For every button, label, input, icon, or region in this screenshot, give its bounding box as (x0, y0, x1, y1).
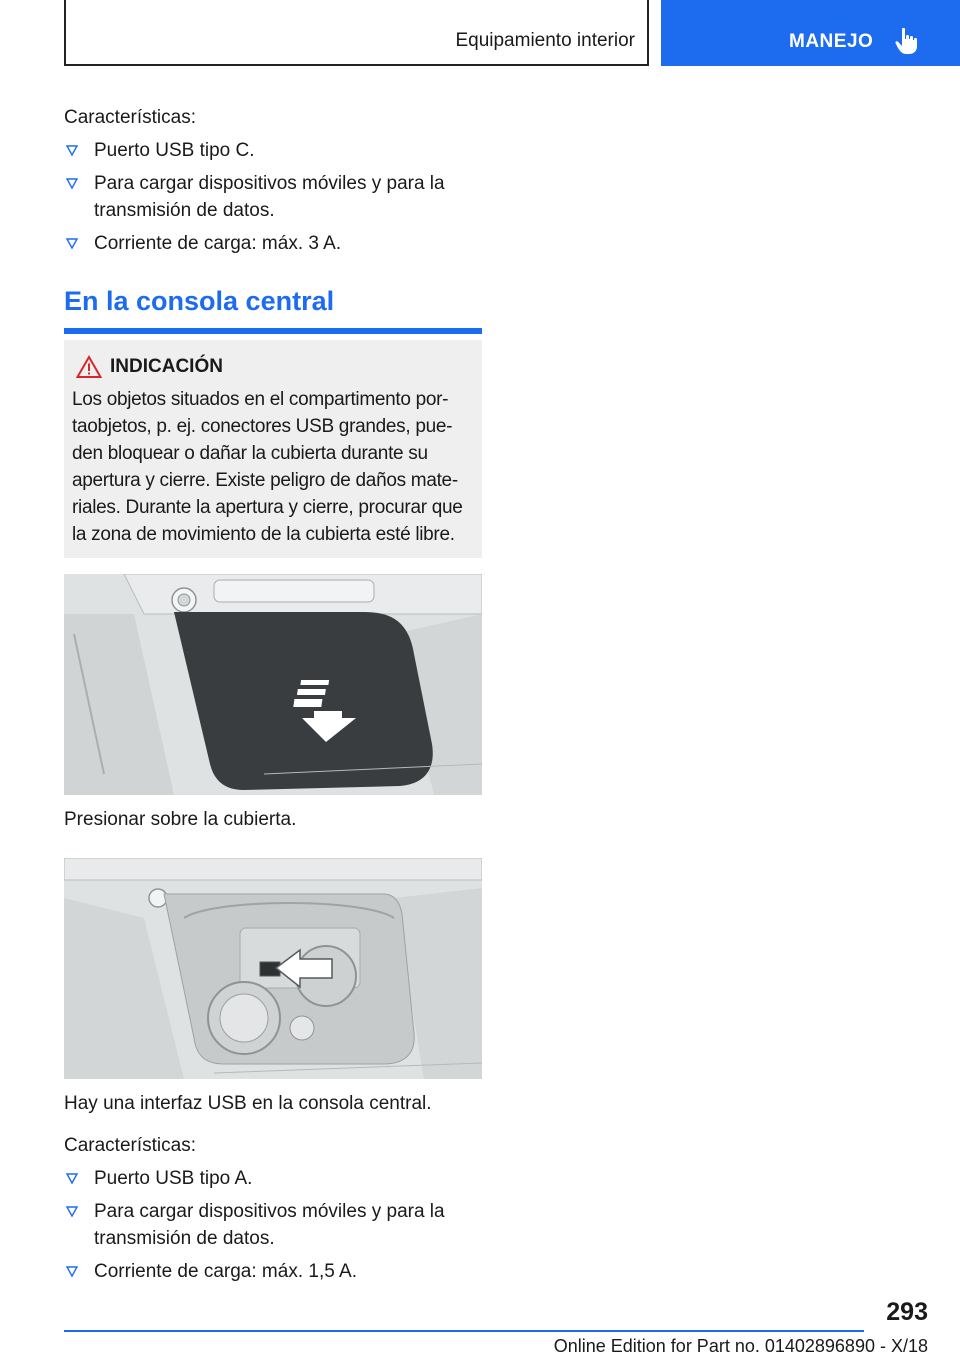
list-item-text: Para cargar dispositivos móviles y para la transmisión de datos. (94, 173, 445, 221)
note-title: INDICACIÓN (110, 356, 223, 377)
note-line: riales. Durante la apertura y cierre, procurar que (72, 497, 463, 518)
list-item (64, 137, 482, 164)
note-body (72, 386, 474, 548)
bullet-triangle-icon (66, 238, 78, 250)
warning-triangle-icon (76, 355, 102, 379)
header-section-box (64, 0, 649, 66)
page-number: 293 (886, 1298, 928, 1326)
figure1-caption: Presionar sobre la cubierta. (64, 809, 297, 830)
figure2-caption: Hay una interfaz USB en la consola central. (64, 1093, 432, 1114)
bullet-triangle-icon (66, 178, 78, 190)
list-item-text: Para cargar dispositivos móviles y para la transmisión de datos. (94, 1201, 445, 1249)
features-label-bottom: Características: (64, 1135, 196, 1156)
list-item-text: Puerto USB tipo A. (94, 1168, 253, 1189)
list-item-text: Corriente de carga: máx. 3 A. (94, 233, 342, 254)
footer-rule (64, 1330, 864, 1332)
list-item (64, 1165, 482, 1192)
console-cover-illustration (64, 574, 482, 795)
warning-note (64, 340, 482, 558)
features-list-bottom (64, 1165, 482, 1291)
console-usb-illustration (64, 858, 482, 1079)
list-item (64, 170, 482, 224)
header-chapter-tab[interactable] (661, 0, 960, 66)
list-item-text: Puerto USB tipo C. (94, 140, 255, 161)
section-title-rule (64, 328, 482, 334)
list-item (64, 230, 482, 257)
note-line: apertura y cierre. Existe peligro de daños mate- (72, 470, 458, 491)
list-item (64, 1258, 482, 1285)
list-item-text: Corriente de carga: máx. 1,5 A. (94, 1261, 357, 1282)
features-list-top (64, 137, 482, 263)
section-title: En la consola central (64, 286, 335, 316)
header-section-title: Equipamiento interior (455, 30, 635, 51)
bullet-triangle-icon (66, 1206, 78, 1218)
list-item (64, 1198, 482, 1252)
features-label-top: Características: (64, 107, 196, 128)
note-line: den bloquear o dañar la cubierta durante su (72, 443, 428, 464)
hand-pointer-icon (895, 27, 919, 55)
bullet-triangle-icon (66, 145, 78, 157)
bullet-triangle-icon (66, 1173, 78, 1185)
note-line: taobjetos, p. ej. conectores USB grandes, pue- (72, 416, 453, 437)
note-line: la zona de movimiento de la cubierta esté libre. (72, 524, 455, 545)
note-line: Los objetos situados en el compartimento por- (72, 389, 449, 410)
footer-edition: Online Edition for Part no. 01402896890 - X/18 (553, 1336, 928, 1356)
bullet-triangle-icon (66, 1266, 78, 1278)
header-chapter-title: MANEJO (789, 31, 874, 52)
